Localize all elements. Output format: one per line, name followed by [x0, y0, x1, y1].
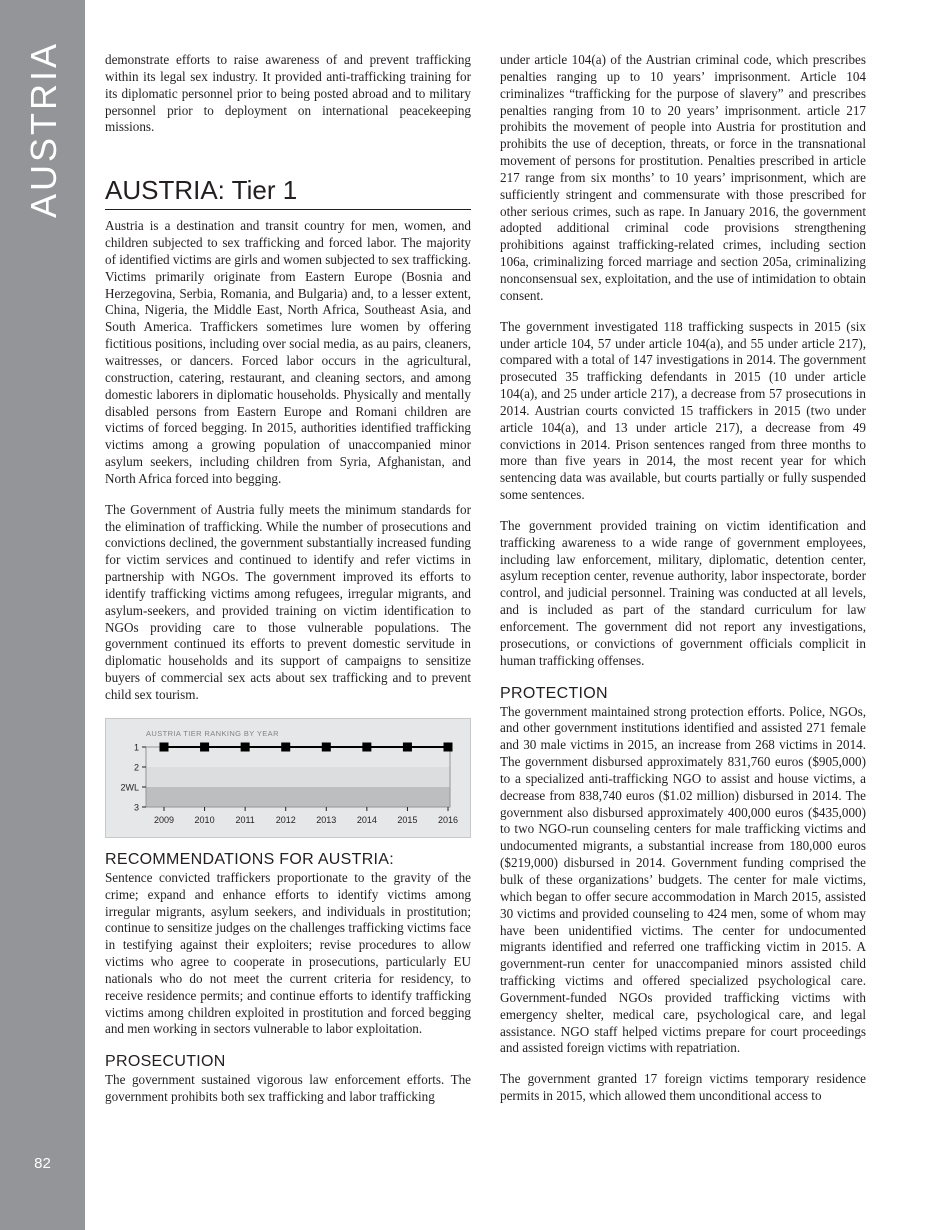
prosecution-heading: PROSECUTION: [105, 1053, 226, 1071]
x-tick-label: 2013: [316, 814, 337, 825]
data-point-2016: [444, 742, 453, 751]
page-title: AUSTRIA: Tier 1: [105, 174, 471, 210]
recommendations-paragraph: Sentence convicted traffickers proportionate to the gravity of the crime; expand and enhance efforts to identify victims among irregular migrants, asylum seekers, and individuals in prostitution; continue to sensitize judges on the challenges trafficking victims face in testifying against their exploiters; revise procedures to allow victims who agree to cooperate in prosecutions, particularly EU nationals who do not meet the current criteria for residency, to receive residence permits; and continue efforts to identify trafficking victims among children exploited in prostitution and forced begging and men working in sectors vulnerable to labor exploitation.: [105, 869, 471, 1037]
sidebar: [0, 0, 85, 1230]
protection-heading: PROTECTION: [500, 684, 608, 702]
summary-paragraph: The Government of Austria fully meets the minimum standards for the elimination of trafficking. While the number of prosecutions and convictions declined, the government substantially increased funding for victim services and continued to identify and refer victims in partnership with NGOs. The government improved its efforts to identify trafficking victims among refugees, irregular migrants, and asylum-seekers, and provided training on victim identification to NGOs providing care to those vulnerable populations. The government continued its efforts to prevent domestic servitude in diplomatic households and its support of campaigns to sensitize buyers of commercial sex acts about sex trafficking and to prevent child sex tourism.: [105, 501, 471, 702]
x-tick-label: 2015: [397, 814, 418, 825]
country-title: AUSTRIA: [23, 40, 64, 218]
training-paragraph: The government provided training on victim identification and trafficking awareness to a wide range of government employees, including law enforcement, military, diplomatic, detention center, asylum reception center, revenue authority, labor inspectorate, border control, and judicial personnel. Training was conducted at all levels, and is included as part of the standard curriculum for law enforcement. The government did not report any investigations, prosecutions, or convictions of government officials complicit in human trafficking offenses.: [500, 517, 866, 668]
y-tick-label: 2WL: [120, 782, 139, 793]
page-number: 82: [34, 1155, 51, 1172]
x-tick-label: 2009: [153, 814, 175, 825]
x-tick-label: 2014: [356, 814, 377, 825]
recommendations-heading: RECOMMENDATIONS FOR AUSTRIA:: [105, 850, 395, 868]
x-tick-label: 2011: [235, 814, 255, 825]
criminal-code-paragraph: under article 104(a) of the Austrian criminal code, which prescribes penalties ranging up to 10 years’ imprisonment. Article 104 criminalizes “trafficking for the purpose of slavery” and prescribes penalties ranging from 10 to 20 years’ imprisonment. article 217 prohibits the movement of people into Austria for prostitution and prohibits the use of deception, threats, or force in the transnational movement of persons for prostitution. Penalties prescribed in article 217 range from six months’ to 10 years’ imprisonment, which are sufficiently stringent and commensurate with those prescribed for other serious crimes, such as rape. In January 2016, the government adopted additional criminal code provisions strengthening prohibitions against trafficking-related crimes, including section 106a, criminalizing forced marriage and section 205a, criminalizing nonconsensual sex, exploitation, and the use of intimidation to obtain consent.: [500, 52, 866, 303]
data-point-2015: [403, 742, 412, 751]
data-point-2011: [241, 742, 250, 751]
y-tick-label: 1: [133, 742, 139, 753]
investigations-paragraph: The government investigated 118 trafficking suspects in 2015 (six under article 104, 57 under article 104(a), and 55 under article 217), compared with a total of 147 investigations in 2014. The government prosecuted 35 trafficking defendants in 2015 (10 under article 104(a), and 25 under article 217), a decrease from 57 prosecutions in 2014. Austrian courts convicted 15 traffickers in 2015 (two under article 104(a), and 13 under article 217), a decrease from 49 convictions in 2014. Prison sentences ranged from three months to more than five years in 2014, the most recent year for which sentencing data was available, but courts partially or fully suspended some sentences.: [500, 318, 866, 503]
data-point-2014: [362, 742, 371, 751]
x-tick-label: 2010: [194, 814, 215, 825]
left-column: [105, 52, 471, 1120]
y-tick-label: 2: [133, 762, 139, 773]
x-tick-label: 2016: [437, 814, 459, 825]
prosecution-paragraph: The government sustained vigorous law enforcement efforts. The government prohibits both sex trafficking and labor trafficking: [105, 1072, 471, 1105]
chart-band-tier2wl: [146, 787, 450, 807]
data-point-2009: [160, 742, 169, 751]
chart-title: AUSTRIA TIER RANKING BY YEAR: [146, 728, 279, 738]
tier-chart-svg: [106, 719, 470, 837]
right-column: [500, 52, 866, 1119]
residence-permits-paragraph: The government granted 17 foreign victims temporary residence permits in 2015, which allowed them unconditional access to: [500, 1071, 866, 1104]
tier-ranking-chart: [105, 718, 471, 838]
data-point-2013: [322, 742, 331, 751]
data-point-2012: [281, 742, 290, 751]
protection-paragraph: The government maintained strong protection efforts. Police, NGOs, and other government institutions identified and assisted 271 female and 30 male victims in 2015, an increase from 268 victims in 2014. The government disbursed approximately 831,760 euros ($905,000) to a specialized anti-trafficking NGO to assist and house victims, a decrease from 838,740 euros ($1.02 million) disbursed in 2014. The government also disbursed approximately 400,000 euros ($435,000) to two NGO-run counseling centers for male trafficking victims and undocumented migrants, a substantial increase from 180,000 euros ($219,000) disbursed in 2014. Government funding comprised the bulk of these organizations’ budgets. The center for male victims, which began to offer secure accommodation in March 2015, assisted 30 victims and provided counseling to 424 men, some of whom may have been unidentified victims. The center for undocumented migrants identified and referred one trafficking victim in 2015. A government-run center for unaccompanied minors assisted child trafficking victims and offered specialized psychological care. Government-funded NGOs provided trafficking victims with emergency shelter, medical care, psychological care, and legal assistance. NGO staff helped victims prepare for court proceedings and assisted foreign victims with repatriation.: [500, 703, 866, 1056]
x-tick-label: 2012: [275, 814, 296, 825]
data-point-2010: [200, 742, 209, 751]
intro-paragraph: demonstrate efforts to raise awareness of and prevent trafficking within its legal sex industry. It provided anti-trafficking training for its diplomatic personnel prior to being posted abroad and to military personnel prior to deployment on international peacekeeping missions.: [105, 52, 471, 135]
chart-band-tier2: [146, 767, 450, 787]
country-profile-paragraph: Austria is a destination and transit country for men, women, and children subjected to sex trafficking and forced labor. The majority of identified victims are girls and women subjected to sex trafficking. Victims primarily originate from Eastern Europe (Bosnia and Herzegovina, Serbia, Romania, and Bulgaria) and, to a lesser extent, China, Nigeria, the Middle East, North Africa, Southeast Asia, and South America. Traffickers sometimes lure women by offering fictitious positions, including over social media, as au pairs, cleaners, waitresses, or dancers. Forced labor occurs in the agricultural, construction, catering, restaurant, and cleaning sectors, and among domestic laborers in diplomatic households. Physically and mentally disabled persons from Eastern Europe and Romani children are victims of forced begging. In 2015, authorities identified trafficking victims among a growing population of unaccompanied minor asylum seekers, including children from Syria, Afghanistan, and North Africa forced into begging.: [105, 218, 471, 486]
y-tick-label: 3: [133, 802, 139, 813]
